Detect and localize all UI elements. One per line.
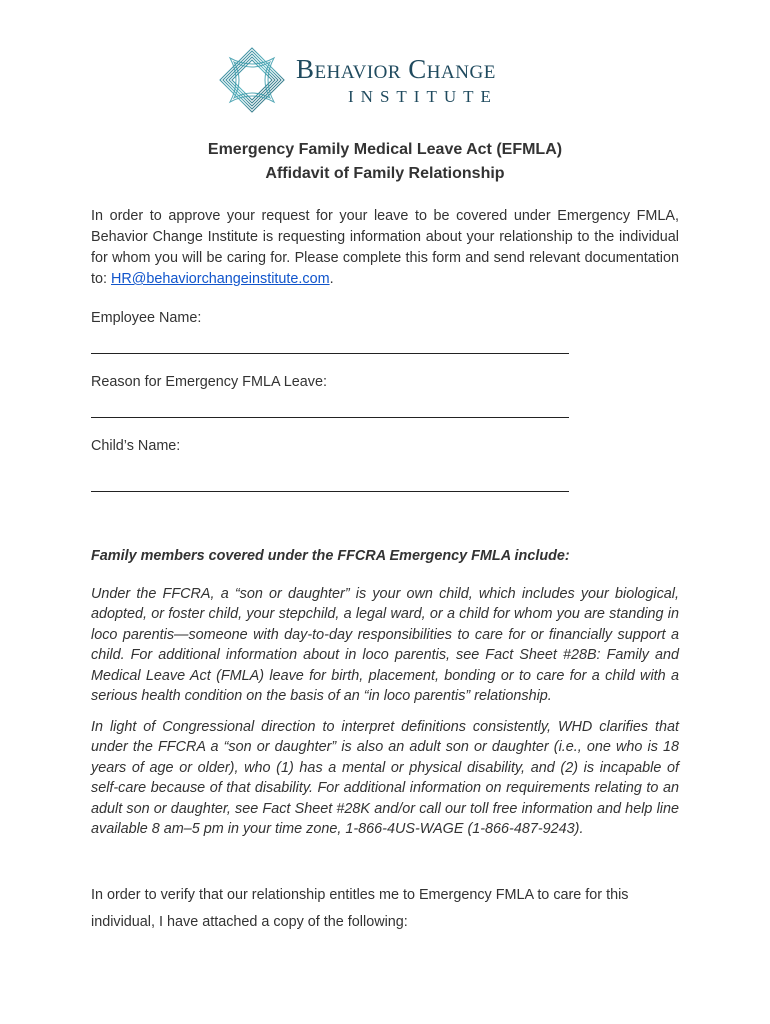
employee-name-label: Employee Name: <box>91 310 202 326</box>
logo-subtitle: INSTITUTE <box>348 87 498 106</box>
adult-child-clarification: In light of Congressional direction to interpret definitions consistently, WHD clarifies that under the FFCRA a “son or daughter” is also an adult son or daughter (i.e., one who is 18 years of age or older), who (1) has a mental or physical disability, and (2) is incapable of self-care because of that disability. For additional information on requirements relating to an adult son or daughter, see Fact Sheet #28K and/or call our toll free information and help line available 8 am–5 pm in your time zone, 1-866-4US-WAGE (1-866-487-9243). <box>91 719 679 838</box>
son-daughter-definition: Under the FFCRA, a “son or daughter” is your own child, which includes your biological, adopted, or foster child, your stepchild, a legal ward, or a child for whom you are standing in loco parentis—someone with day-to-day responsibilities to care for or financially support a child. For additional information about in loco parentis, see Fact Sheet #28B: Family and Medical Leave Act (FMLA) leave for birth, placement, bonding or to care for a child with a serious health condition on the basis of an “in loco parentis” relationship. <box>91 586 679 705</box>
document-title: Emergency Family Medical Leave Act (EFMLA) <box>207 141 563 158</box>
covered-members-heading: Family members covered under the FFCRA Emergency FMLA include: <box>91 548 570 564</box>
child-name-field[interactable] <box>91 491 569 492</box>
reason-field[interactable] <box>91 417 569 418</box>
intro-text: In order to approve your request for your leave to be covered under Emergency FMLA, Behavior Change Institute is requesting information about your relationship to the individual for whom you will be caring for. Please complete this form and send relevant documentation to: <box>91 208 679 287</box>
reason-label: Reason for Emergency FMLA Leave: <box>91 374 327 390</box>
employee-name-field[interactable] <box>91 353 569 354</box>
logo-knot-icon <box>216 44 288 116</box>
verification-statement <box>91 882 691 936</box>
document-subtitle: Affidavit of Family Relationship <box>265 165 505 182</box>
child-name-label: Child’s Name: <box>91 438 181 454</box>
company-logo <box>216 44 556 118</box>
intro-paragraph <box>91 206 679 290</box>
verify-line-2: individual, I have attached a copy of the following: <box>91 914 408 930</box>
intro-end: . <box>329 271 334 287</box>
logo-name: Behavior Change <box>296 54 496 84</box>
hr-email-link[interactable]: HR@behaviorchangeinstitute.com <box>111 271 330 287</box>
verify-line-1: In order to verify that our relationship entitles me to Emergency FMLA to care for this <box>91 887 629 903</box>
